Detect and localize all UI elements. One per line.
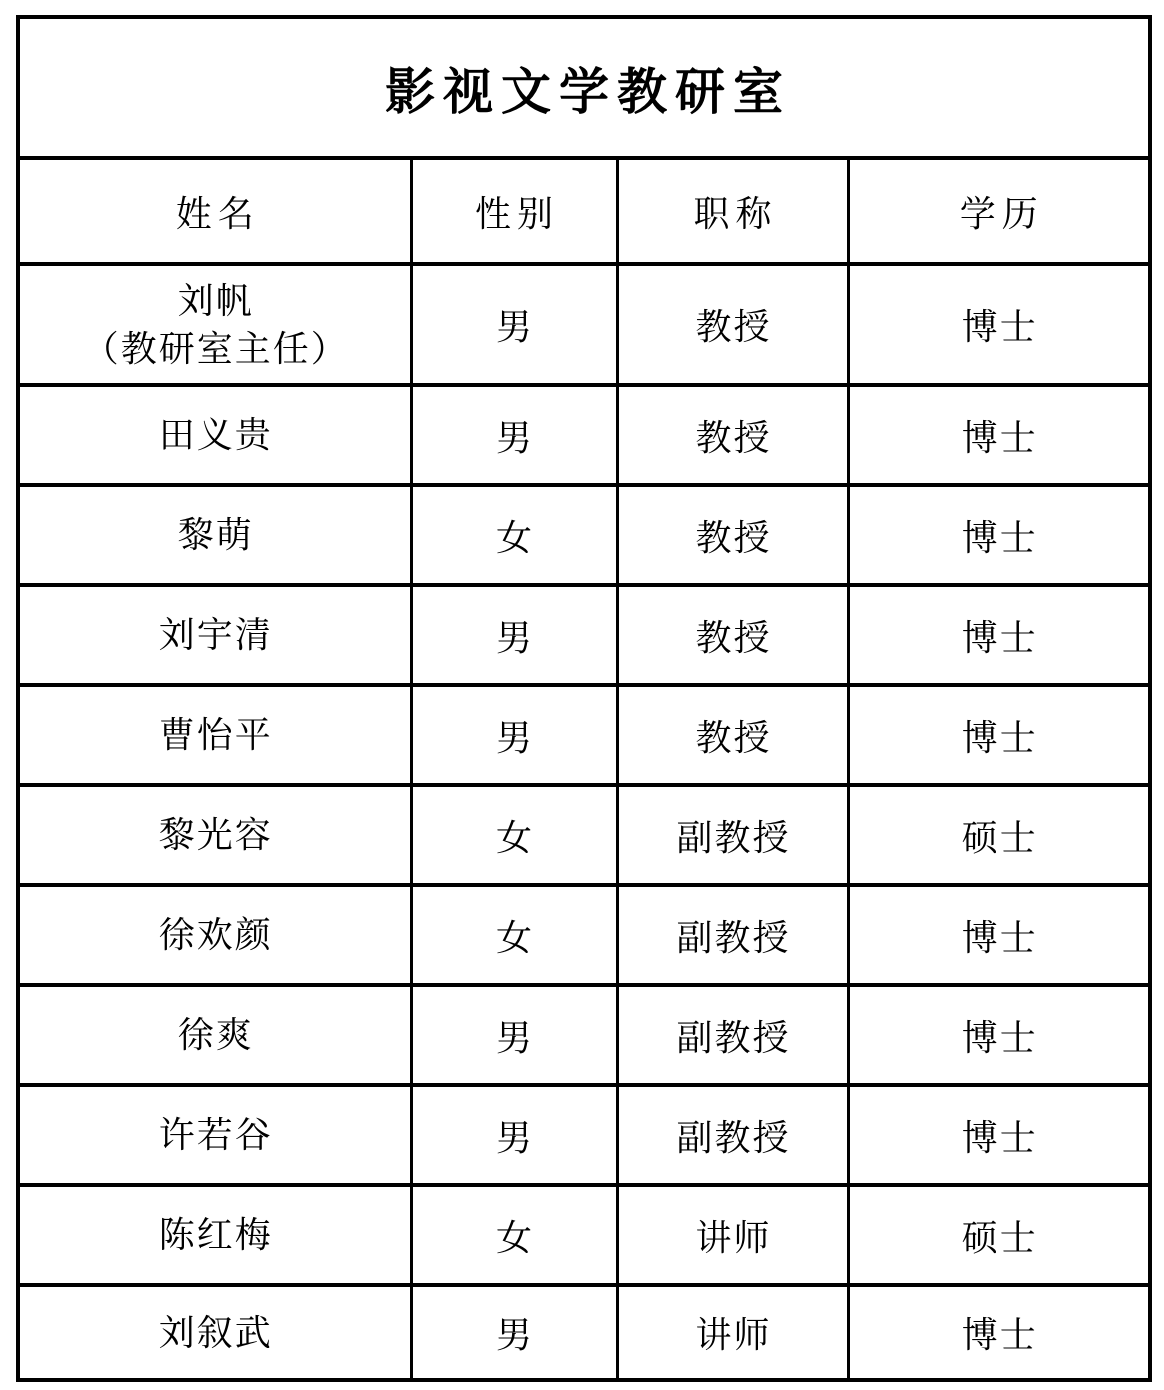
cell-gender: 男 — [411, 685, 617, 785]
table-row — [18, 1085, 1150, 1185]
table-row — [18, 885, 1150, 985]
cell-title: 副教授 — [617, 785, 848, 885]
cell-name — [18, 985, 411, 1085]
cell-title: 讲师 — [617, 1185, 848, 1285]
person-name: 田义贵 — [158, 415, 273, 455]
cell-gender: 女 — [411, 885, 617, 985]
cell-degree: 博士 — [848, 685, 1150, 785]
person-name: 黎光容 — [158, 815, 273, 855]
table-title-row — [18, 17, 1150, 158]
cell-degree: 博士 — [848, 264, 1150, 385]
cell-gender: 男 — [411, 385, 617, 485]
cell-gender: 女 — [411, 1185, 617, 1285]
table-row — [18, 264, 1150, 385]
table-row — [18, 785, 1150, 885]
person-name: 刘宇清 — [158, 615, 273, 655]
person-name: 曹怡平 — [158, 715, 273, 755]
staff-table — [16, 15, 1152, 1382]
cell-degree: 硕士 — [848, 1185, 1150, 1285]
cell-gender: 女 — [411, 485, 617, 585]
cell-degree: 博士 — [848, 385, 1150, 485]
cell-degree: 博士 — [848, 1285, 1150, 1380]
cell-name — [18, 885, 411, 985]
cell-name — [18, 485, 411, 585]
table-row — [18, 585, 1150, 685]
table-body — [18, 264, 1150, 1380]
person-name: 许若谷 — [158, 1115, 273, 1155]
table-row — [18, 1185, 1150, 1285]
cell-title: 副教授 — [617, 885, 848, 985]
cell-degree: 博士 — [848, 985, 1150, 1085]
cell-gender: 男 — [411, 1285, 617, 1380]
cell-gender: 男 — [411, 1085, 617, 1185]
person-role-note: （教研室主任） — [82, 328, 349, 369]
table-row — [18, 1285, 1150, 1380]
cell-title: 教授 — [617, 485, 848, 585]
cell-name — [18, 264, 411, 385]
person-name: 徐爽 — [177, 1015, 254, 1055]
table-row — [18, 985, 1150, 1085]
cell-name — [18, 1285, 411, 1380]
table-row — [18, 385, 1150, 485]
person-name: 刘帆 — [177, 280, 254, 321]
cell-name — [18, 685, 411, 785]
cell-gender: 男 — [411, 585, 617, 685]
cell-title: 教授 — [617, 685, 848, 785]
cell-title: 副教授 — [617, 985, 848, 1085]
cell-name — [18, 785, 411, 885]
cell-title: 教授 — [617, 264, 848, 385]
cell-gender: 男 — [411, 264, 617, 385]
cell-title: 副教授 — [617, 1085, 848, 1185]
cell-degree: 硕士 — [848, 785, 1150, 885]
cell-degree: 博士 — [848, 485, 1150, 585]
person-name: 陈红梅 — [158, 1215, 273, 1255]
cell-name — [18, 1185, 411, 1285]
column-header-name: 姓名 — [18, 158, 411, 264]
column-header-degree: 学历 — [848, 158, 1150, 264]
column-header-title: 职称 — [617, 158, 848, 264]
cell-degree: 博士 — [848, 1085, 1150, 1185]
cell-name — [18, 385, 411, 485]
cell-title: 教授 — [617, 585, 848, 685]
table-title: 影视文学教研室 — [18, 17, 1150, 158]
person-name: 徐欢颜 — [158, 915, 273, 955]
cell-gender: 女 — [411, 785, 617, 885]
table-header-row — [18, 158, 1150, 264]
cell-degree: 博士 — [848, 585, 1150, 685]
cell-title: 教授 — [617, 385, 848, 485]
cell-gender: 男 — [411, 985, 617, 1085]
cell-name — [18, 1085, 411, 1185]
cell-name — [18, 585, 411, 685]
cell-title: 讲师 — [617, 1285, 848, 1380]
person-name: 黎萌 — [177, 515, 254, 555]
column-header-gender: 性别 — [411, 158, 617, 264]
table-row — [18, 685, 1150, 785]
person-name: 刘叙武 — [158, 1312, 273, 1353]
table-row — [18, 485, 1150, 585]
cell-degree: 博士 — [848, 885, 1150, 985]
